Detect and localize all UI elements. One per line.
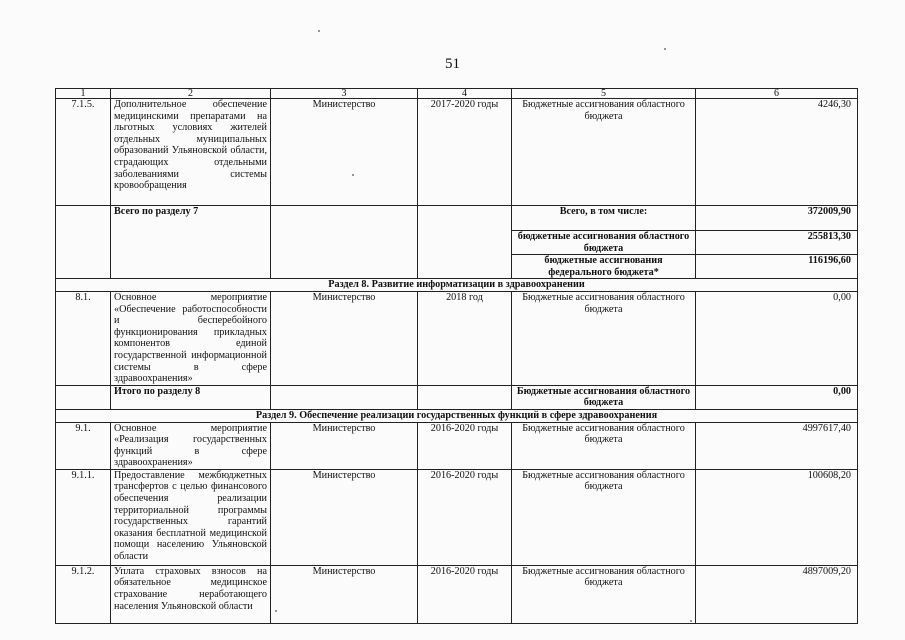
table-row-total-8	[56, 385, 858, 409]
column-number-row	[56, 89, 858, 99]
page-number: 51	[445, 56, 460, 72]
row-description: Предоставление межбюджетных трансфертов с целью финансового обеспечения реализации территориальной программы государственных гарантий оказания бесплатной медицинской помощи населению Ульяновской области	[111, 469, 271, 565]
row-number: 9.1.1.	[56, 469, 111, 565]
column-header: 3	[271, 89, 418, 99]
column-header: 2	[111, 89, 271, 99]
row-number: 9.1.	[56, 422, 111, 469]
total-source: Всего, в том числе:	[512, 206, 696, 231]
row-period: 2017-2020 годы	[418, 99, 512, 206]
table-row	[56, 422, 858, 469]
total-source: бюджетные ассигнования областного бюджета	[512, 231, 696, 255]
scan-speck	[318, 30, 320, 32]
scan-speck	[275, 610, 277, 612]
total-amount: 372009,90	[696, 206, 858, 231]
row-period: 2018 год	[418, 291, 512, 385]
empty-cell	[271, 385, 418, 409]
row-amount: 4997617,40	[696, 422, 858, 469]
scan-speck	[664, 48, 666, 50]
row-executor: Министерство	[271, 99, 418, 206]
row-executor: Министерство	[271, 422, 418, 469]
row-funding-source: Бюджетные ассигнования областного бюджета	[512, 565, 696, 623]
total-amount: 0,00	[696, 385, 858, 409]
budget-table	[55, 88, 858, 624]
row-amount: 4246,30	[696, 99, 858, 206]
section-title: Раздел 8. Развитие информатизации в здравоохранении	[56, 279, 858, 292]
row-funding-source: Бюджетные ассигнования областного бюджета	[512, 422, 696, 469]
row-funding-source: Бюджетные ассигнования областного бюджета	[512, 99, 696, 206]
row-description: Основное мероприятие «Обеспечение работоспособности и бесперебойного функционирования прикладных компонентов единой государственной информационной системы в сфере здравоохранения»	[111, 291, 271, 385]
row-description: Основное мероприятие «Реализация государственных функций в сфере здравоохранения»	[111, 422, 271, 469]
scan-speck	[690, 620, 692, 622]
row-amount: 4897009,20	[696, 565, 858, 623]
total-amount: 255813,30	[696, 231, 858, 255]
section-title: Раздел 9. Обеспечение реализации государственных функций в сфере здравоохранения	[56, 409, 858, 422]
row-period: 2016-2020 годы	[418, 565, 512, 623]
row-number: 7.1.5.	[56, 99, 111, 206]
total-label: Итого по разделу 8	[111, 385, 271, 409]
row-funding-source: Бюджетные ассигнования областного бюджета	[512, 291, 696, 385]
row-period: 2016-2020 годы	[418, 469, 512, 565]
total-label: Всего по разделу 7	[111, 206, 271, 279]
table-row	[56, 99, 858, 206]
row-executor: Министерство	[271, 291, 418, 385]
section-header	[56, 279, 858, 292]
row-funding-source: Бюджетные ассигнования областного бюджета	[512, 469, 696, 565]
column-header: 4	[418, 89, 512, 99]
total-source: бюджетные ассигнования федерального бюджета*	[512, 255, 696, 279]
row-description: Уплата страховых взносов на обязательное медицинское страхование неработающего населения Ульяновской области	[111, 565, 271, 623]
column-header: 1	[56, 89, 111, 99]
row-number: 8.1.	[56, 291, 111, 385]
row-description: Дополнительное обеспечение медицинскими препаратами на льготных условиях жителей отдельных муниципальных образований Ульяновской области, страдающих отдельными заболеваниями системы кровообращения	[111, 99, 271, 206]
column-header: 5	[512, 89, 696, 99]
total-amount: 116196,60	[696, 255, 858, 279]
empty-cell	[271, 206, 418, 279]
table-row	[56, 291, 858, 385]
row-amount: 0,00	[696, 291, 858, 385]
empty-cell	[56, 206, 111, 279]
table-row	[56, 565, 858, 623]
table-row-total-7a	[56, 206, 858, 231]
row-executor: Министерство	[271, 565, 418, 623]
empty-cell	[418, 206, 512, 279]
empty-cell	[418, 385, 512, 409]
column-header: 6	[696, 89, 858, 99]
table-row	[56, 469, 858, 565]
section-header	[56, 409, 858, 422]
total-source: Бюджетные ассигнования областного бюджета	[512, 385, 696, 409]
scan-speck	[352, 174, 354, 176]
row-period: 2016-2020 годы	[418, 422, 512, 469]
row-amount: 100608,20	[696, 469, 858, 565]
row-executor: Министерство	[271, 469, 418, 565]
empty-cell	[56, 385, 111, 409]
row-number: 9.1.2.	[56, 565, 111, 623]
